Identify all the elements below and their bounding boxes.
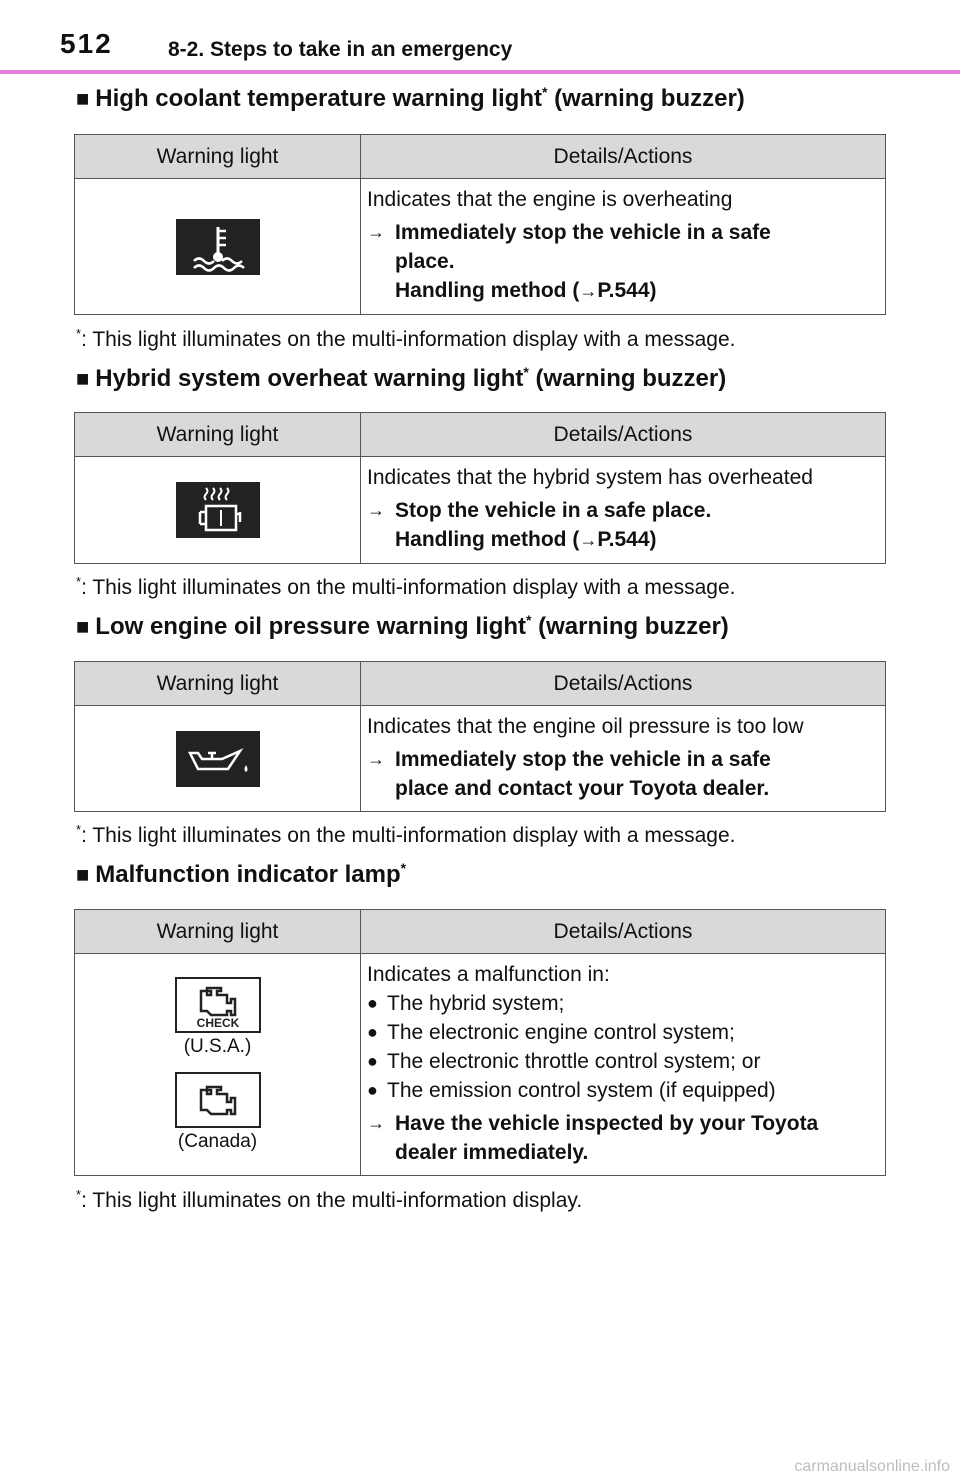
action: → Immediately stop the vehicle in a safe place and contact your Toyota dealer. xyxy=(367,745,881,803)
header-warning-light: Warning light xyxy=(75,413,361,457)
bullet-dot-icon: ● xyxy=(367,1080,378,1100)
footnote: *: This light illuminates on the multi-information display with a message. xyxy=(76,326,736,351)
coolant-temperature-icon xyxy=(176,219,260,275)
arrow-right-icon: → xyxy=(579,530,598,550)
malfunction-indicator-details xyxy=(361,954,886,1176)
page-number: 512 xyxy=(60,28,113,59)
footnote: *: This light illuminates on the multi-information display. xyxy=(76,1187,583,1212)
arrow-right-icon: → xyxy=(367,749,385,769)
section-title-hybrid-overheat: ■ Hybrid system overheat warning light* (warning buzzer) xyxy=(76,364,727,392)
list-item: ● The hybrid system; xyxy=(367,989,881,1018)
header-warning-light: Warning light xyxy=(75,662,361,706)
page-header xyxy=(0,0,960,76)
bullet-dot-icon: ● xyxy=(367,993,378,1013)
check-engine-label: CHECK xyxy=(196,1015,239,1030)
page-reference[interactable]: P.544) xyxy=(597,279,657,302)
header-rule xyxy=(0,70,960,74)
detail-text: Indicates that the engine is overheating xyxy=(367,188,733,211)
header-details-actions: Details/Actions xyxy=(361,413,886,457)
header-details-actions: Details/Actions xyxy=(361,135,886,179)
detail-text: Indicates that the engine oil pressure is too low xyxy=(367,715,804,738)
bullet-dot-icon: ● xyxy=(367,1051,378,1071)
list-item: ● The electronic throttle control system; or xyxy=(367,1047,881,1076)
hybrid-overheat-details xyxy=(361,457,886,564)
section-title-oil-pressure: ■ Low engine oil pressure warning light* (warning buzzer) xyxy=(76,612,729,640)
coolant-details xyxy=(361,179,886,315)
square-bullet-icon: ■ xyxy=(76,862,90,887)
section-title-malfunction-indicator: ■ Malfunction indicator lamp* xyxy=(76,860,407,888)
arrow-right-icon: → xyxy=(579,281,598,301)
header-warning-light: Warning light xyxy=(75,910,361,954)
action: → Have the vehicle inspected by your Toyota dealer immediately. xyxy=(367,1109,881,1167)
action: → Stop the vehicle in a safe place. Handling method (→P.544) xyxy=(367,496,881,555)
list-item: ● The electronic engine control system; xyxy=(367,1018,881,1047)
arrow-right-icon: → xyxy=(367,1113,385,1133)
header-warning-light: Warning light xyxy=(75,135,361,179)
watermark: carmanualsonline.info xyxy=(794,1458,950,1475)
oil-pressure-table xyxy=(74,661,886,812)
list-item: ● The emission control system (if equipped) xyxy=(367,1076,881,1105)
footnote: *: This light illuminates on the multi-information display with a message. xyxy=(76,574,736,599)
footnote: *: This light illuminates on the multi-information display with a message. xyxy=(76,822,736,847)
oil-pressure-icon xyxy=(176,731,260,787)
square-bullet-icon: ■ xyxy=(76,614,90,639)
check-engine-icon xyxy=(175,977,261,1033)
square-bullet-icon: ■ xyxy=(76,366,90,391)
malfunction-indicator-table xyxy=(74,909,886,1176)
check-engine-icon xyxy=(175,1072,261,1128)
caption-usa: (U.S.A.) xyxy=(183,1035,252,1057)
detail-text: Indicates that the hybrid system has overheated xyxy=(367,466,813,489)
page-reference[interactable]: P.544) xyxy=(597,528,657,551)
section-title-coolant: ■ High coolant temperature warning light* (warning buzzer) xyxy=(76,84,745,112)
hybrid-overheat-table xyxy=(74,412,886,564)
header-details-actions: Details/Actions xyxy=(361,910,886,954)
oil-pressure-details xyxy=(361,706,886,812)
bullet-dot-icon: ● xyxy=(367,1022,378,1042)
action: → Immediately stop the vehicle in a safe place. Handling method (→P.544) xyxy=(367,218,881,306)
square-bullet-icon: ■ xyxy=(76,86,90,111)
caption-canada: (Canada) xyxy=(177,1130,258,1152)
arrow-right-icon: → xyxy=(367,222,385,242)
hybrid-overheat-icon xyxy=(176,482,260,538)
detail-text: Indicates a malfunction in: xyxy=(367,963,610,986)
arrow-right-icon: → xyxy=(367,500,385,520)
coolant-table xyxy=(74,134,886,315)
chapter-title: 8-2. Steps to take in an emergency xyxy=(168,38,513,61)
header-details-actions: Details/Actions xyxy=(361,662,886,706)
